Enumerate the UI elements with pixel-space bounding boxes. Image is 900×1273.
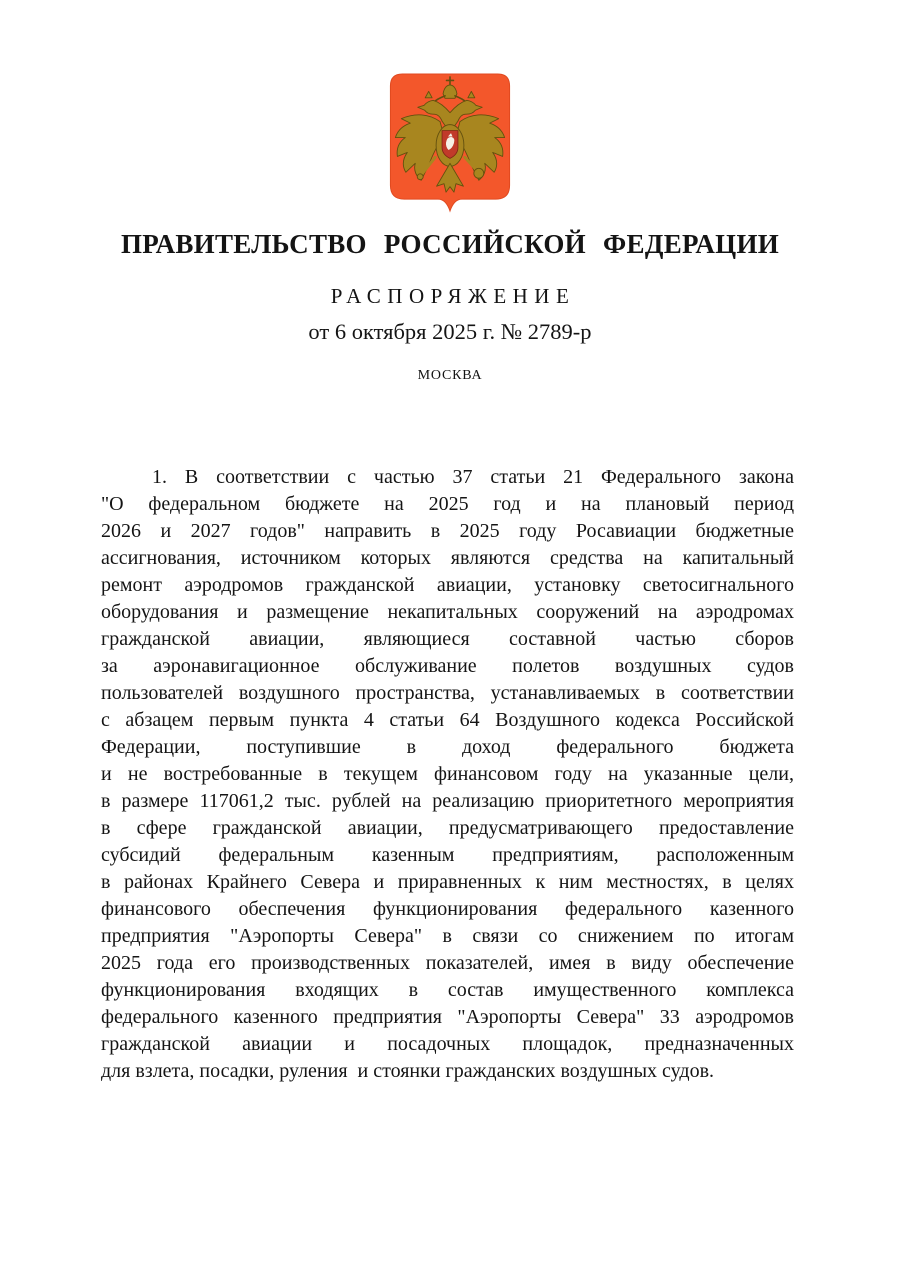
body-line: с абзацем первым пункта 4 статьи 64 Воздушного кодекса Российской	[101, 709, 794, 731]
body-line: предприятия "Аэропорты Севера" в связи со снижением по итогам	[101, 925, 794, 947]
body-line: функционирования входящих в состав имущественного комплекса	[101, 979, 794, 1001]
body-line: "О федеральном бюджете на 2025 год и на плановый период	[101, 493, 794, 515]
document-place: МОСКВА	[417, 368, 483, 383]
body-line: 2026 и 2027 годов" направить в 2025 году Росавиации бюджетные	[101, 520, 794, 542]
body-line: 2025 года его производственных показателей, имея в виду обеспечение	[101, 952, 794, 974]
body-line: ассигнования, источником которых являются средства на капитальный	[101, 547, 794, 569]
body-line: и не востребованные в текущем финансовом году на указанные цели,	[101, 763, 794, 785]
document-date-number: от 6 октября 2025 г. № 2789-р	[308, 319, 592, 344]
russia-coat-of-arms-icon	[389, 73, 511, 214]
body-line: субсидий федеральным казенным предприятиям, расположенным	[101, 844, 794, 866]
body-line: финансового обеспечения функционирования федерального казенного	[101, 898, 794, 920]
body-line: для взлета, посадки, руления и стоянки гражданских воздушных судов.	[101, 1060, 715, 1082]
body-line: федерального казенного предприятия "Аэропорты Севера" 33 аэродромов	[101, 1006, 794, 1028]
body-line: ремонт аэродромов гражданской авиации, установку светосигнального	[101, 574, 794, 596]
body-line: Федерации, поступившие в доход федерального бюджета	[101, 736, 794, 758]
body-line: пользователей воздушного пространства, устанавливаемых в соответствии	[101, 682, 794, 704]
body-line: гражданской авиации и посадочных площадок, предназначенных	[101, 1033, 794, 1055]
body-line: оборудования и размещение некапитальных сооружений на аэродромах	[101, 601, 794, 623]
body-line: в районах Крайнего Севера и приравненных к ним местностях, в целях	[101, 871, 794, 893]
document-body	[101, 464, 794, 1085]
document-issuer: ПРАВИТЕЛЬСТВО РОССИЙСКОЙ ФЕДЕРАЦИИ	[120, 229, 780, 259]
body-line: в сфере гражданской авиации, предусматривающего предоставление	[101, 817, 794, 839]
body-line: в размере 117061,2 тыс. рублей на реализацию приоритетного мероприятия	[101, 790, 794, 812]
document-type: РАСПОРЯЖЕНИЕ	[330, 284, 576, 308]
body-line: гражданской авиации, являющиеся составной частью сборов	[101, 628, 794, 650]
body-line: 1. В соответствии с частью 37 статьи 21 Федерального закона	[152, 466, 794, 488]
body-line: за аэронавигационное обслуживание полетов воздушных судов	[101, 655, 794, 677]
